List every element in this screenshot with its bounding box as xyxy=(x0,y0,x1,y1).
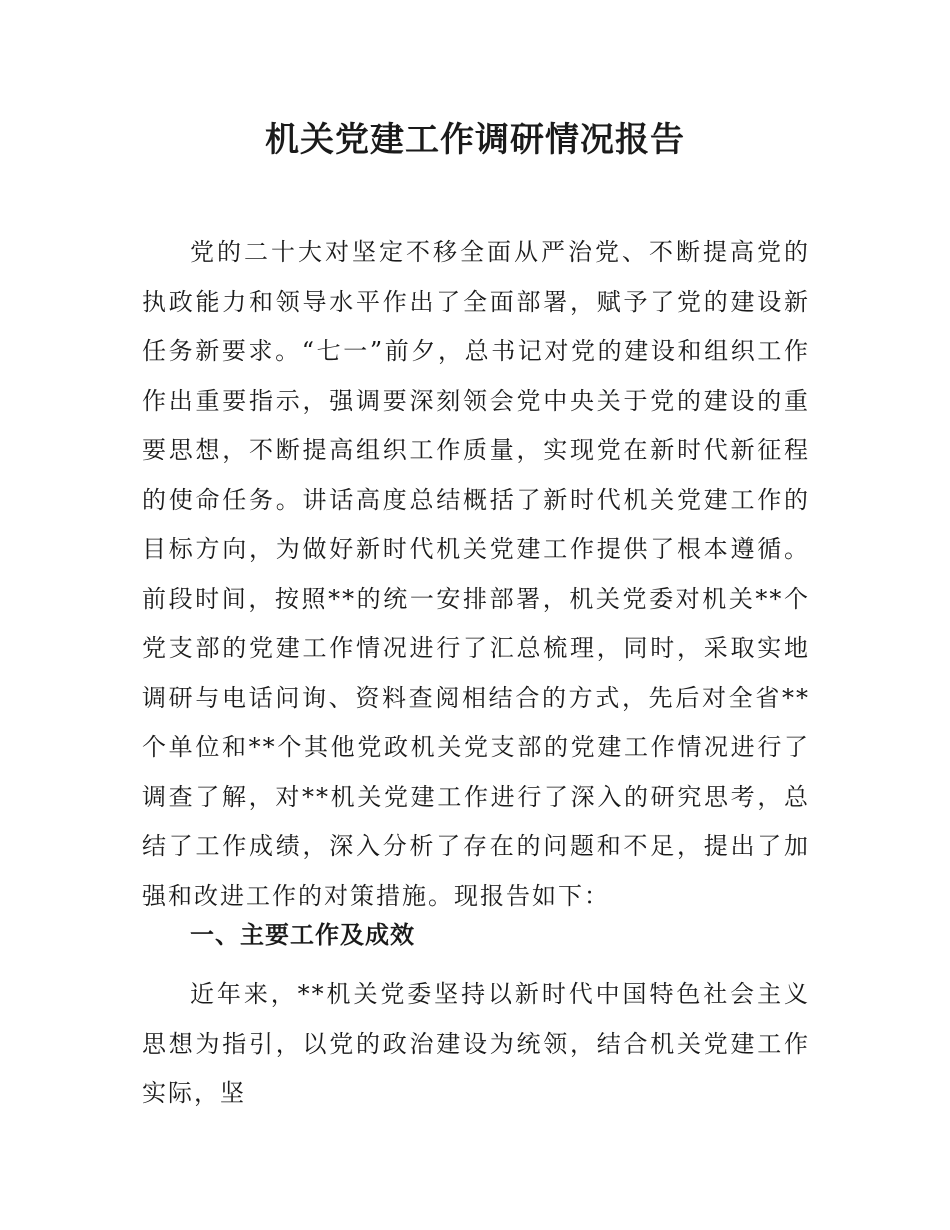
body-paragraph: 近年来，**机关党委坚持以新时代中国特色社会主义思想为指引，以党的政治建设为统领，结合机关党建工作实际，坚 xyxy=(142,980,810,1107)
document-title: 机关党建工作调研情况报告 xyxy=(265,120,685,160)
intro-paragraph: 党的二十大对坚定不移全面从严治党、不断提高党的执政能力和领导水平作出了全面部署，赋予了党的建设新任务新要求。“七一”前夕，总书记对党的建设和组织工作作出重要指示，强调要深刻领会党中央关于党的建设的重要思想，不断提高组织工作质量，实现党在新时代新征程的使命任务。讲话高度总结概括了新时代机关党建工作的目标方向，为做好新时代机关党建工作提供了根本遵循。前段时间，按照**的统一安排部署，机关党委对机关**个党支部的党建工作情况进行了汇总梳理，同时，采取实地调研与电话问询、资料查阅相结合的方式，先后对全省**个单位和**个其他党政机关党支部的党建工作情况进行了调查了解，对**机关党建工作进行了深入的研究思考，总结了工作成绩，深入分析了存在的问题和不足，提出了加强和改进工作的对策措施。现报告如下： xyxy=(142,238,810,910)
section-heading: 一、主要工作及成效 xyxy=(190,921,415,949)
